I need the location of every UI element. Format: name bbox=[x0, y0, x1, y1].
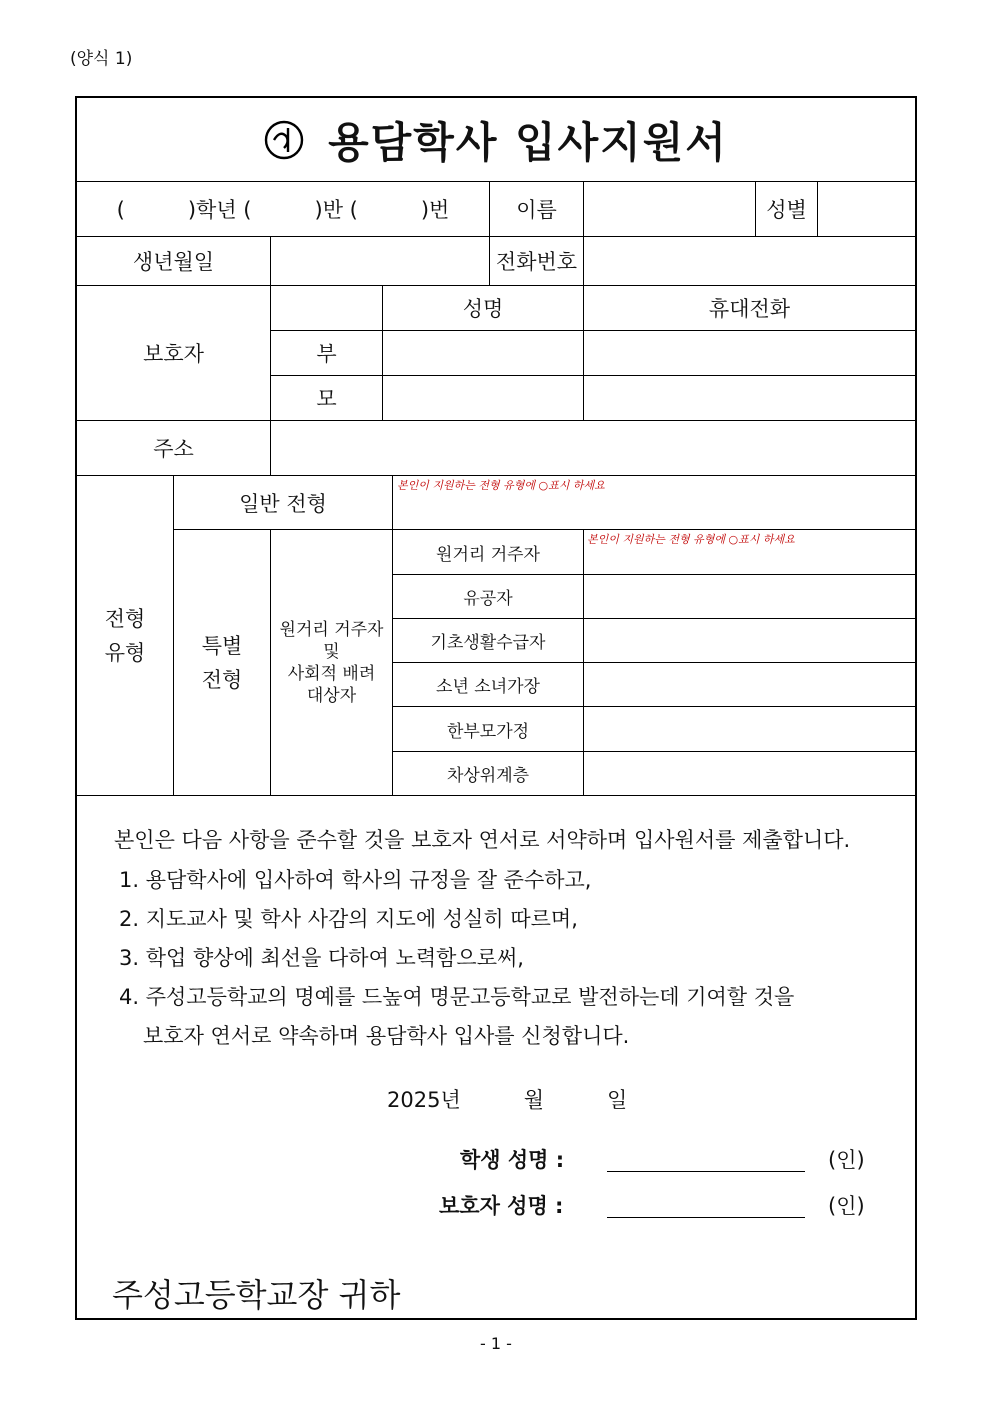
birth-label: 생년월일 bbox=[77, 237, 271, 286]
category-label: 원거리 거주자 bbox=[393, 530, 584, 575]
phone-field[interactable] bbox=[584, 237, 915, 286]
birth-field[interactable] bbox=[271, 237, 490, 286]
guardian-signature-label: 보호자 성명 : bbox=[439, 1194, 564, 1218]
pledge-closing: 보호자 연서로 약속하며 용담학사 입사를 신청합니다. bbox=[143, 1024, 630, 1048]
category-label: 한부모가정 bbox=[393, 707, 584, 752]
special-selection-sublabel: 원거리 거주자 및 사회적 배려 대상자 bbox=[271, 530, 393, 796]
pledge-item: 2. 지도교사 및 학사 사감의 지도에 성실히 따르며, bbox=[119, 907, 578, 931]
pledge-intro: 본인은 다음 사항을 준수할 것을 보호자 연서로 서약하며 입사원서를 제출합니다. bbox=[114, 828, 851, 852]
title-row bbox=[77, 98, 915, 182]
selection-type-label: 전형 유형 bbox=[77, 476, 174, 796]
category-field[interactable] bbox=[584, 575, 915, 619]
pledge-section bbox=[77, 794, 915, 1320]
special-selection-label: 특별 전형 bbox=[174, 530, 271, 796]
mother-name-field[interactable] bbox=[383, 376, 584, 421]
student-seal: (인) bbox=[828, 1148, 865, 1172]
gender-label: 성별 bbox=[756, 182, 818, 237]
guardian-mobile-header: 휴대전화 bbox=[584, 286, 915, 331]
pledge-item: 4. 주성고등학교의 명예를 드높여 명문고등학교로 발전하는데 기여할 것을 bbox=[119, 985, 795, 1009]
address-label: 주소 bbox=[77, 421, 271, 476]
application-date: 2025년 월 일 bbox=[387, 1088, 628, 1112]
father-mobile-field[interactable] bbox=[584, 331, 915, 376]
category-field[interactable] bbox=[584, 752, 915, 796]
mother-mobile-field[interactable] bbox=[584, 376, 915, 421]
special-selection-note: 본인이 지원하는 전형 유형에 ○표시 하세요 bbox=[587, 533, 795, 546]
student-signature-line[interactable] bbox=[607, 1171, 805, 1172]
gender-field[interactable] bbox=[818, 182, 915, 237]
form-number-label: (양식 1) bbox=[70, 49, 133, 69]
name-field[interactable] bbox=[584, 182, 756, 237]
address-field[interactable] bbox=[271, 421, 915, 476]
category-label: 유공자 bbox=[393, 575, 584, 619]
pledge-item: 1. 용담학사에 입사하여 학사의 규정을 잘 준수하고, bbox=[119, 868, 592, 892]
guardian-name-header: 성명 bbox=[383, 286, 584, 331]
guardian-seal: (인) bbox=[828, 1194, 865, 1218]
school-emblem-icon bbox=[264, 120, 304, 160]
page-number: - 1 - bbox=[480, 1334, 512, 1353]
father-label: 부 bbox=[271, 331, 383, 376]
father-name-field[interactable] bbox=[383, 331, 584, 376]
guardian-label: 보호자 bbox=[77, 286, 271, 421]
general-selection-label: 일반 전형 bbox=[174, 476, 393, 530]
category-field[interactable] bbox=[584, 619, 915, 663]
student-signature-label: 학생 성명 : bbox=[460, 1148, 565, 1172]
category-field[interactable] bbox=[584, 663, 915, 707]
category-label: 차상위계층 bbox=[393, 752, 584, 796]
category-label: 기초생활수급자 bbox=[393, 619, 584, 663]
general-selection-note: 본인이 지원하는 전형 유형에 ○표시 하세요 bbox=[397, 479, 605, 492]
grade-class-number: ( )학년 ( )반 ( )번 bbox=[77, 182, 490, 237]
application-form bbox=[75, 96, 917, 1320]
guardian-blank-header bbox=[271, 286, 383, 331]
category-field[interactable] bbox=[584, 707, 915, 752]
phone-label: 전화번호 bbox=[490, 237, 584, 286]
page-title: 용담학사 입사지원서 bbox=[328, 117, 728, 167]
category-label: 소년 소녀가장 bbox=[393, 663, 584, 707]
addressee: 주성고등학교장 귀하 bbox=[112, 1276, 401, 1314]
pledge-item: 3. 학업 향상에 최선을 다하여 노력함으로써, bbox=[119, 946, 524, 970]
name-label: 이름 bbox=[490, 182, 584, 237]
mother-label: 모 bbox=[271, 376, 383, 421]
guardian-signature-line[interactable] bbox=[607, 1217, 805, 1218]
